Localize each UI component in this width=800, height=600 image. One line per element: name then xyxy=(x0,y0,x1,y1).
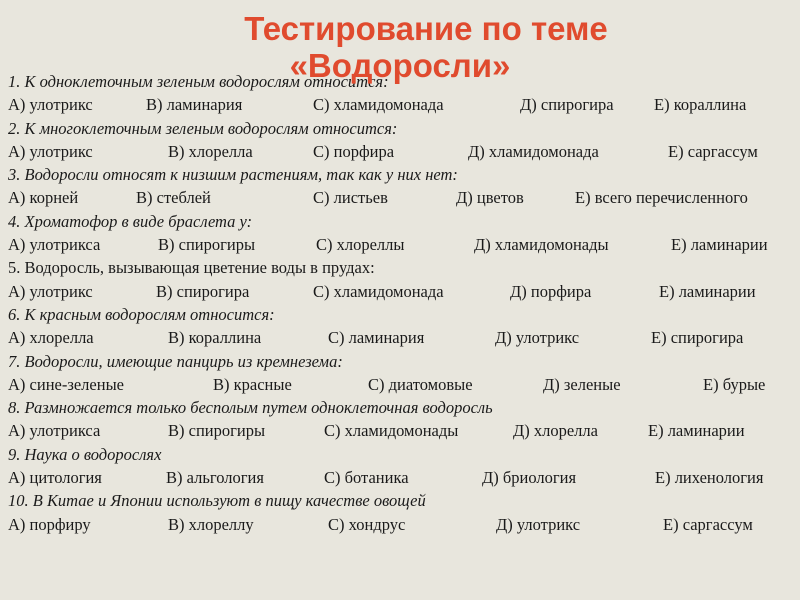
option-c: С) ботаника xyxy=(324,468,409,488)
option-a: А) улотрикс xyxy=(8,95,93,115)
option-d: Д) хламидомонады xyxy=(474,235,609,255)
option-a: А) улотрикса xyxy=(8,421,101,441)
answer-row-8 xyxy=(8,419,794,442)
option-d: Д) улотрикс xyxy=(496,514,581,534)
option-b: В) красные xyxy=(213,374,292,394)
question-3: 3. Водоросли относят к низшим растениям, так как у них нет: xyxy=(8,165,458,185)
option-a: А) порфиру xyxy=(8,514,91,534)
slide-title-line-2: «Водоросли» xyxy=(289,47,511,84)
option-d: Д) улотрикс xyxy=(495,328,580,348)
option-e: Е) спирогира xyxy=(651,328,744,348)
option-c: С) хлореллы xyxy=(316,235,405,255)
option-d: Д) цветов xyxy=(456,188,524,208)
option-d: Д) порфира xyxy=(510,281,592,301)
answer-row-5 xyxy=(8,280,794,303)
option-e: Е) ламинарии xyxy=(659,281,756,301)
option-c: С) хондрус xyxy=(328,514,406,534)
option-a: А) улотрикса xyxy=(8,235,101,255)
option-e: Е) ламинарии xyxy=(648,421,745,441)
option-e: Е) лихенология xyxy=(655,468,764,488)
option-c: С) ламинария xyxy=(328,328,425,348)
answer-row-1 xyxy=(8,93,794,116)
slide-title-line-1: Тестирование по теме xyxy=(244,10,608,47)
option-a: А) цитология xyxy=(8,468,102,488)
question-9: 9. Наука о водорослях xyxy=(8,444,162,464)
answer-row-3 xyxy=(8,186,794,209)
option-d: Д) зеленые xyxy=(543,374,621,394)
question-2: 2. К многоклеточным зеленым водорослям относится: xyxy=(8,118,398,138)
question-8: 8. Размножается только бесполым путем одноклеточная водоросль xyxy=(8,398,493,418)
option-e: Е) всего перечисленного xyxy=(575,188,748,208)
option-e: Е) саргассум xyxy=(663,514,753,534)
option-b: В) спирогира xyxy=(156,281,250,301)
answer-row-6 xyxy=(8,326,794,349)
question-7: 7. Водоросли, имеющие панцирь из кремнезема: xyxy=(8,351,343,371)
question-1: 1. К одноклеточным зеленым водорослям относится: xyxy=(8,72,389,91)
option-c: С) порфира xyxy=(313,141,395,161)
option-b: В) хлореллу xyxy=(168,514,254,534)
option-b: В) спирогиры xyxy=(158,235,256,255)
option-b: В) хлорелла xyxy=(168,141,253,161)
option-d: Д) хламидомонада xyxy=(468,141,599,161)
option-a: А) корней xyxy=(8,188,79,208)
option-e: Е) кораллина xyxy=(654,95,747,115)
option-b: В) альгология xyxy=(166,468,264,488)
option-a: А) сине-зеленые xyxy=(8,374,124,394)
option-d: Д) бриология xyxy=(482,468,577,488)
option-c: С) хламидомонады xyxy=(324,421,459,441)
option-b: В) кораллина xyxy=(168,328,262,348)
option-c: С) листьев xyxy=(313,188,388,208)
option-b: В) спирогиры xyxy=(168,421,266,441)
option-d: Д) спирогира xyxy=(520,95,614,115)
question-6: 6. К красным водорослям относится: xyxy=(8,304,275,324)
option-c: С) хламидомонада xyxy=(313,95,444,115)
option-a: А) улотрикс xyxy=(8,141,93,161)
answer-row-2 xyxy=(8,140,794,163)
option-b: В) ламинария xyxy=(146,95,243,115)
option-c: С) хламидомонада xyxy=(313,281,444,301)
answer-row-10 xyxy=(8,513,794,536)
option-d: Д) хлорелла xyxy=(513,421,598,441)
question-10: 10. В Китае и Японии используют в пищу качестве овощей xyxy=(8,491,426,511)
option-e: Е) бурые xyxy=(703,374,766,394)
option-a: А) хлорелла xyxy=(8,328,94,348)
option-c: С) диатомовые xyxy=(368,374,473,394)
answer-row-7 xyxy=(8,373,794,396)
question-4: 4. Хроматофор в виде браслета у: xyxy=(8,211,253,231)
question-list xyxy=(8,70,794,536)
answer-row-4 xyxy=(8,233,794,256)
option-e: Е) саргассум xyxy=(668,141,758,161)
question-5: 5. Водоросль, вызывающая цветение воды в прудах: xyxy=(8,258,375,278)
answer-row-9 xyxy=(8,466,794,489)
option-a: А) улотрикс xyxy=(8,281,93,301)
option-b: В) стеблей xyxy=(136,188,211,208)
option-e: Е) ламинарии xyxy=(671,235,768,255)
